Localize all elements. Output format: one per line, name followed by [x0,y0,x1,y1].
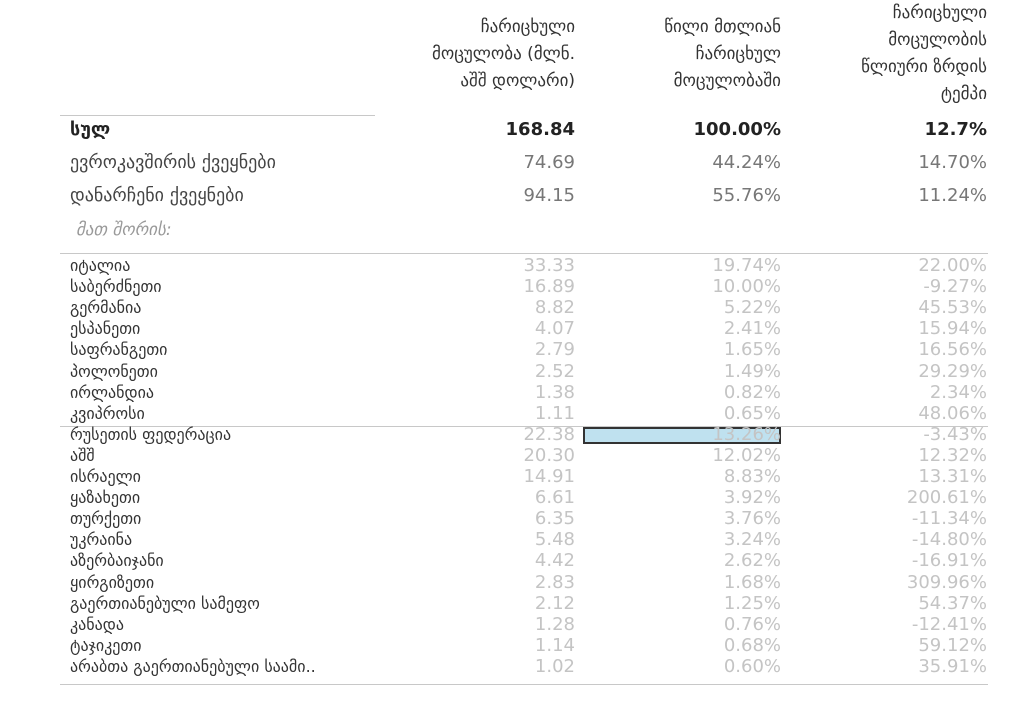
volume-cell: 74.69 [523,152,575,173]
share-cell: 2.41% [723,318,781,339]
subheading: მათ შორის: [76,220,172,240]
column-header-growth [787,0,987,108]
column-header-line: წლიური ზრდის [861,57,987,77]
share-cell: 1.65% [723,339,781,360]
column-header-line: ჩარიცხულ [695,44,781,64]
growth-cell: -11.34% [911,508,987,529]
country-row-label: კვიპროსი [70,404,145,423]
country-row-label: გაერთიანებული სამეფო [70,594,260,613]
volume-cell: 6.61 [534,487,575,508]
growth-cell: -16.91% [911,550,987,571]
volume-cell: 4.42 [534,550,575,571]
country-row-label: თურქეთი [70,509,142,528]
growth-cell: 16.56% [918,339,987,360]
country-row-label: იტალია [70,256,131,275]
column-header-line: წილი მთლიან [664,17,781,37]
growth-cell: 12.7% [924,119,987,140]
volume-cell: 2.83 [534,572,575,593]
growth-cell: 14.70% [918,152,987,173]
share-cell: 0.65% [723,403,781,424]
country-row-label: ესპანეთი [70,319,141,338]
share-cell: 19.74% [712,255,781,276]
country-row-label: ყირგიზეთი [70,573,155,592]
share-cell: 5.22% [723,297,781,318]
share-cell: 100.00% [693,119,781,140]
volume-cell: 1.14 [534,635,575,656]
column-header-line: ჩარიცხული [480,17,575,37]
column-header-line: მოცულობაში [673,71,781,91]
share-cell: 13.26% [712,424,781,445]
growth-cell: 54.37% [918,593,987,614]
share-cell: 0.68% [723,635,781,656]
share-cell: 12.02% [712,445,781,466]
growth-cell: 45.53% [918,297,987,318]
volume-cell: 2.52 [534,361,575,382]
column-header-volume [375,14,575,95]
volume-cell: 1.38 [534,382,575,403]
growth-cell: 200.61% [906,487,987,508]
growth-cell: 48.06% [918,403,987,424]
volume-cell: 1.11 [534,403,575,424]
volume-cell: 1.02 [534,656,575,677]
volume-cell: 5.48 [534,529,575,550]
column-header-line: მოცულობის [888,30,987,50]
column-header-line: მოცულობა (მლნ. [431,44,575,64]
country-row-label: არაბთა გაერთიანებული საამი.. [70,657,316,676]
country-row-label: გერმანია [70,298,142,317]
share-cell: 0.60% [723,656,781,677]
share-cell: 3.92% [723,487,781,508]
volume-cell: 6.35 [534,508,575,529]
country-row-label: ტაჯიკეთი [70,636,142,655]
share-cell: 8.83% [723,466,781,487]
share-cell: 1.25% [723,593,781,614]
share-cell: 55.76% [712,185,781,206]
growth-cell: -9.27% [923,276,987,297]
total-row-label: სულ [70,119,111,140]
country-row-label: რუსეთის ფედერაცია [70,425,232,444]
growth-cell: -3.43% [923,424,987,445]
volume-cell: 16.89 [523,276,575,297]
country-row-label: აშშ [70,446,95,465]
country-row-label: პოლონეთი [70,362,158,381]
share-cell: 1.68% [723,572,781,593]
summary-row-label: დანარჩენი ქვეყნები [70,185,244,206]
growth-cell: 2.34% [929,382,987,403]
growth-cell: 59.12% [918,635,987,656]
growth-cell: 35.91% [918,656,987,677]
volume-cell: 20.30 [523,445,575,466]
share-cell: 44.24% [712,152,781,173]
share-cell: 3.76% [723,508,781,529]
growth-cell: 22.00% [918,255,987,276]
column-header-share [581,14,781,95]
column-header-line: აშშ დოლარი) [460,71,575,91]
table-bottom-line [60,684,988,685]
growth-cell: 13.31% [918,466,987,487]
share-cell: 1.49% [723,361,781,382]
header-divider [60,115,375,116]
country-row-label: კანადა [70,615,124,634]
growth-cell: -12.41% [911,614,987,635]
growth-cell: -14.80% [911,529,987,550]
country-row-label: აზერბაიჯანი [70,551,164,570]
country-row-label: ირლანდია [70,383,155,402]
growth-cell: 29.29% [918,361,987,382]
column-header-line: ტემპი [940,84,987,104]
volume-cell: 4.07 [534,318,575,339]
share-cell: 0.76% [723,614,781,635]
volume-cell: 8.82 [534,297,575,318]
growth-cell: 12.32% [918,445,987,466]
growth-cell: 11.24% [918,185,987,206]
share-cell: 2.62% [723,550,781,571]
volume-cell: 168.84 [505,119,575,140]
volume-cell: 14.91 [523,466,575,487]
share-cell: 0.82% [723,382,781,403]
country-row-label: უკრაინა [70,530,133,549]
country-row-label: საბერძნეთი [70,277,162,296]
country-row-label: ყაზახეთი [70,488,141,507]
summary-row-label: ევროკავშირის ქვეყნები [70,152,276,173]
volume-cell: 1.28 [534,614,575,635]
volume-cell: 2.12 [534,593,575,614]
volume-cell: 33.33 [523,255,575,276]
growth-cell: 309.96% [906,572,987,593]
volume-cell: 94.15 [523,185,575,206]
share-cell: 10.00% [712,276,781,297]
share-cell: 3.24% [723,529,781,550]
country-row-label: ისრაელი [70,467,141,486]
country-row-label: საფრანგეთი [70,340,168,359]
volume-cell: 22.38 [523,424,575,445]
volume-cell: 2.79 [534,339,575,360]
growth-cell: 15.94% [918,318,987,339]
column-header-line: ჩარიცხული [892,3,987,23]
